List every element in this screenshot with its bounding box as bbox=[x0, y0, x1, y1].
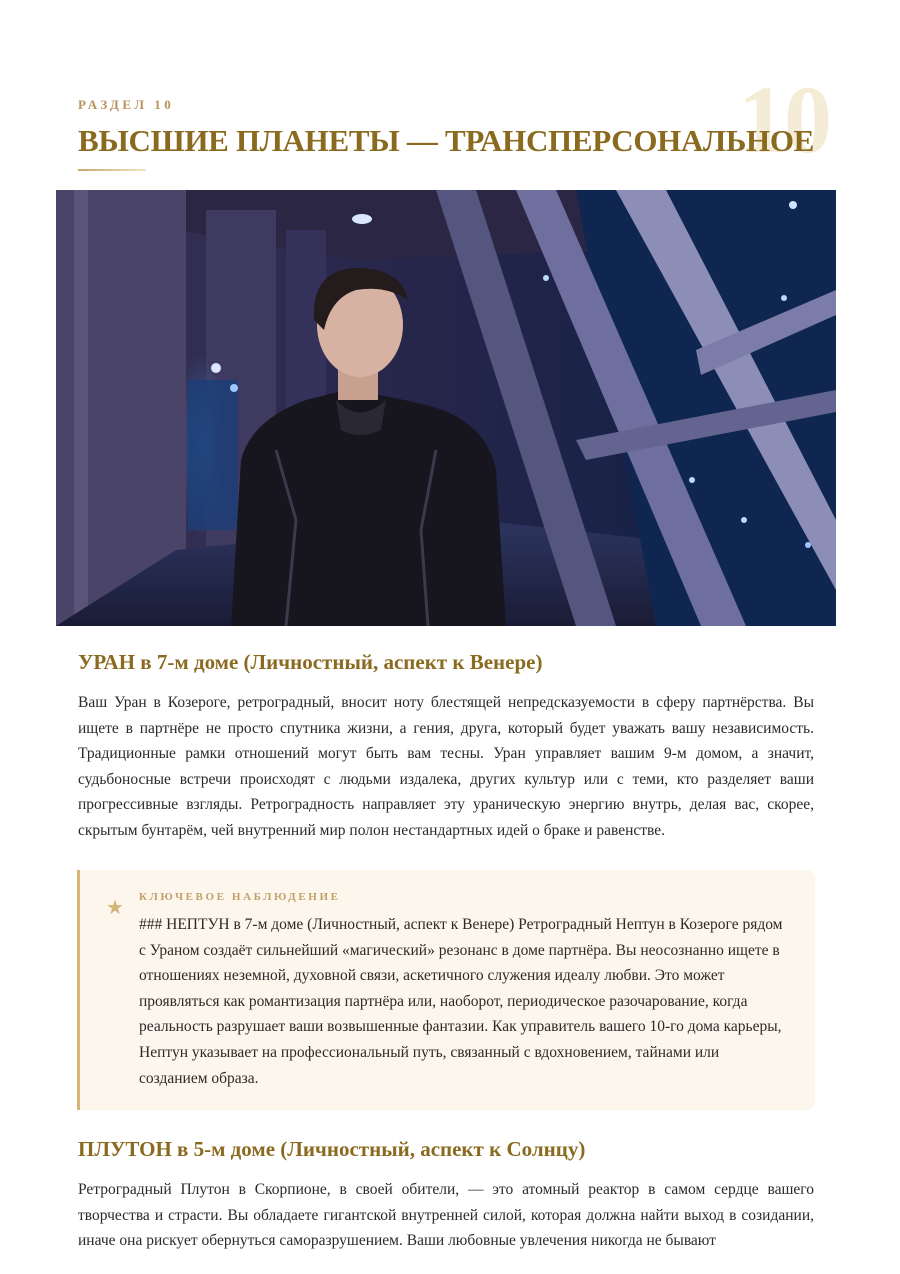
section-title: ВЫСШИЕ ПЛАНЕТЫ — ТРАНСПЕРСОНАЛЬНОЕ bbox=[78, 123, 815, 158]
section-number-watermark: 10 bbox=[738, 66, 830, 173]
callout-label: КЛЮЧЕВОЕ НАБЛЮДЕНИЕ bbox=[139, 891, 341, 903]
hero-image bbox=[56, 190, 836, 626]
key-insight-callout bbox=[77, 870, 815, 1110]
uranus-paragraph: Ваш Уран в Козероге, ретроградный, вносит ноту блестящей непредсказуемости в сферу партнёрства. Вы ищете в партнёре не просто спутника жизни, а гения, друга, который будет уважать вашу независимость. Традиционные рамки отношений могут быть вам тесны. Уран управляет вашим 9-м домом, а значит, судьбоносные встречи происходят с людьми издалека, других культур или с теми, кто разделяет ваши прогрессивные взгляды. Ретроградность направляет эту ураническую энергию внутрь, делая вас, скорее, скрытым бунтарём, чей внутренний мир полон нестандартных идей о браке и равенстве. bbox=[78, 694, 814, 839]
section-kicker: РАЗДЕЛ 10 bbox=[78, 97, 175, 112]
pluto-paragraph: Ретроградный Плутон в Скорпионе, в своей обители, — это атомный реактор в самом сердце вашего творчества и страсти. Вы обладаете гигантской внутренней силой, которая должна найти выход в созидании, иначе она рискует обернуться саморазрушением. Ваши любовные увлечения никогда не бывают bbox=[78, 1181, 814, 1250]
star-icon: ★ bbox=[106, 895, 124, 919]
callout-body: ### НЕПТУН в 7-м доме (Личностный, аспект к Венере) Ретроградный Нептун в Козероге рядом с Ураном создаёт сильнейший «магический» резонанс в доме партнёра. Вы неосознанно ищете в отношениях неземной, духовной связи, аскетичного служения идеалу любви. Это может проявляться как романтизация партнёра или, наоборот, периодическое разочарование, когда реальность разрушает ваши возвышенные фантазии. Как управитель вашего 10-го дома карьеры, Нептун указывает на профессиональный путь, связанный с вдохновением, тайнами или созданием образа. bbox=[139, 916, 783, 1087]
uranus-heading: УРАН в 7-м доме (Личностный, аспект к Венере) bbox=[78, 650, 543, 674]
title-underline bbox=[78, 169, 146, 171]
pluto-heading: ПЛУТОН в 5-м доме (Личностный, аспект к Солнцу) bbox=[78, 1137, 586, 1161]
